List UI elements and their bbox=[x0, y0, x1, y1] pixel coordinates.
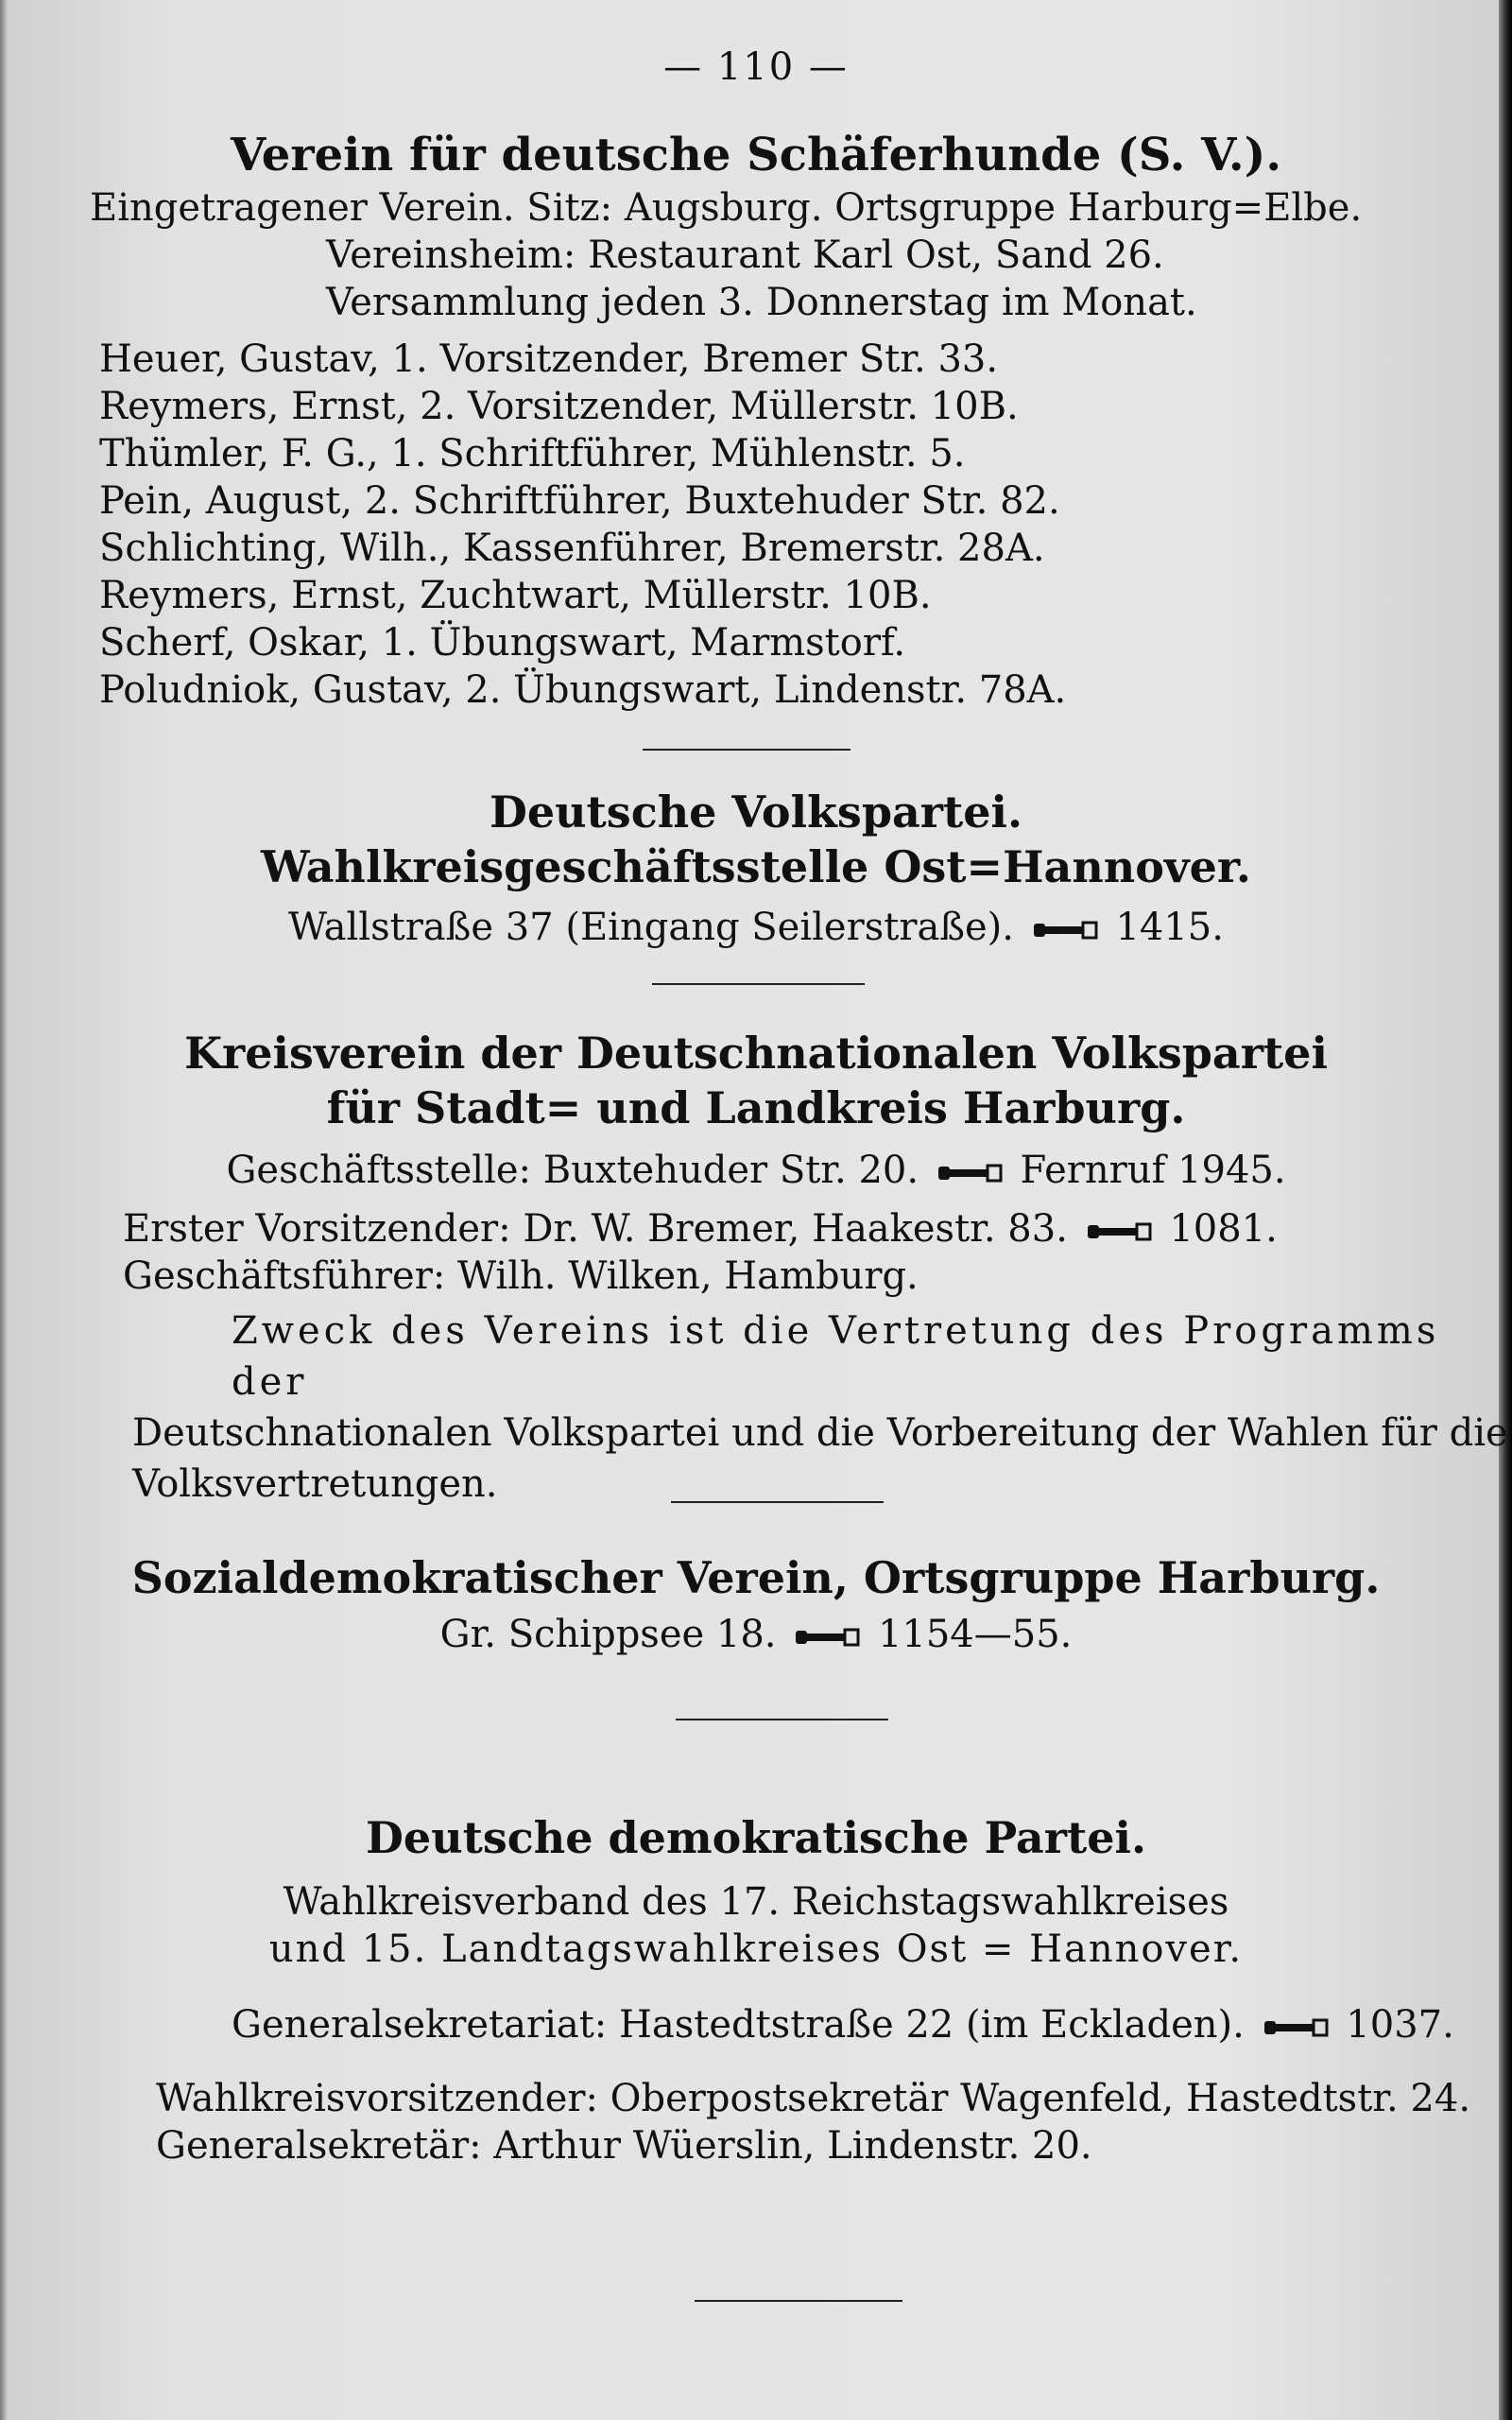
page-number: — 110 — bbox=[663, 45, 849, 89]
list-item: Heuer, Gustav, 1. Vorsitzender, Bremer Str. 33. bbox=[99, 337, 999, 381]
divider bbox=[695, 2300, 902, 2302]
list-item: Schlichting, Wilh., Kassenführer, Bremerstr. 28A. bbox=[99, 527, 1045, 570]
telephone-icon bbox=[1263, 2015, 1329, 2040]
office-line bbox=[0, 1147, 1512, 1194]
secretariat-phone: 1037. bbox=[1346, 2003, 1454, 2047]
section-dvp bbox=[0, 785, 1512, 951]
section-subtitle: für Stadt= und Landkreis Harburg. bbox=[326, 1082, 1186, 1133]
address: Wallstraße 37 (Eingang Seilerstraße). bbox=[288, 906, 1015, 949]
list-item: Reymers, Ernst, 2. Vorsitzender, Müllerstr. 10B. bbox=[99, 385, 1019, 428]
meeting-schedule: Versammlung jeden 3. Donnerstag im Monat. bbox=[326, 281, 1197, 324]
list-item: Scherf, Oskar, 1. Übungswart, Marmstorf. bbox=[99, 621, 906, 665]
general-secretary: Generalsekretär: Arthur Wüerslin, Lindenstr. 20. bbox=[156, 2124, 1092, 2168]
district-chair: Wahlkreisvorsitzender: Oberpostsekretär Wagenfeld, Hastedtstr. 24. bbox=[156, 2077, 1471, 2120]
purpose-paragraph bbox=[0, 1305, 1512, 1510]
section-spd bbox=[0, 1550, 1512, 1658]
divider bbox=[652, 983, 865, 985]
section-title: Deutsche demokratische Partei. bbox=[366, 1812, 1146, 1863]
section-title: Verein für deutsche Schäferhunde (S. V.). bbox=[230, 129, 1282, 182]
section-schaeferhunde bbox=[0, 128, 1512, 714]
office-phone: Fernruf 1945. bbox=[1020, 1149, 1286, 1192]
district-line: Wahlkreisverband des 17. Reichstagswahlkreises bbox=[283, 1880, 1229, 1924]
telephone-icon bbox=[794, 1625, 860, 1650]
telephone-icon bbox=[1086, 1219, 1152, 1244]
section-dnvp bbox=[0, 1026, 1512, 1510]
phone-number: 1415. bbox=[1115, 906, 1224, 949]
section-ddp bbox=[0, 1810, 1512, 2169]
divider bbox=[676, 1719, 888, 1720]
chair-line bbox=[0, 1205, 1512, 1253]
divider bbox=[643, 749, 850, 751]
purpose-line: Deutschnationalen Volkspartei und die Vorbereitung der Wahlen für die bbox=[132, 1411, 1508, 1455]
clubhouse: Vereinsheim: Restaurant Karl Ost, Sand 26. bbox=[326, 233, 1164, 277]
member-list bbox=[0, 336, 1512, 714]
subtitle: Eingetragener Verein. Sitz: Augsburg. Ortsgruppe Harburg=Elbe. bbox=[90, 186, 1363, 230]
purpose-line: Volksvertretungen. bbox=[132, 1462, 498, 1506]
list-item: Pein, August, 2. Schriftführer, Buxtehuder Str. 82. bbox=[99, 479, 1060, 523]
section-subtitle: Wahlkreisgeschäftsstelle Ost=Hannover. bbox=[261, 841, 1251, 892]
secretariat: Generalsekretariat: Hastedtstraße 22 (im Eckladen). bbox=[232, 2003, 1245, 2047]
section-title: Deutsche Volkspartei. bbox=[489, 786, 1023, 838]
section-title: Sozialdemokratischer Verein, Ortsgruppe Harburg. bbox=[131, 1552, 1381, 1603]
divider bbox=[671, 1501, 884, 1503]
list-item: Thümler, F. G., 1. Schriftführer, Mühlenstr. 5. bbox=[99, 432, 966, 475]
secretariat-line bbox=[0, 2001, 1512, 2048]
chair-phone: 1081. bbox=[1169, 1207, 1278, 1251]
address-line bbox=[0, 904, 1512, 951]
manager: Geschäftsführer: Wilh. Wilken, Hamburg. bbox=[123, 1254, 919, 1298]
address: Gr. Schippsee 18. bbox=[439, 1613, 777, 1656]
office-address: Geschäftsstelle: Buxtehuder Str. 20. bbox=[226, 1149, 919, 1192]
chair: Erster Vorsitzender: Dr. W. Bremer, Haakestr. 83. bbox=[123, 1207, 1068, 1251]
list-item: Poludniok, Gustav, 2. Übungswart, Lindenstr. 78A. bbox=[99, 668, 1067, 712]
telephone-icon bbox=[936, 1161, 1003, 1185]
phone-number: 1154—55. bbox=[877, 1613, 1073, 1656]
address-line bbox=[0, 1611, 1512, 1658]
purpose-line: Zweck des Vereins ist die Vertretung des Programms der bbox=[232, 1309, 1440, 1404]
list-item: Reymers, Ernst, Zuchtwart, Müllerstr. 10B. bbox=[99, 574, 932, 617]
section-title: Kreisverein der Deutschnationalen Volkspartei bbox=[184, 1028, 1328, 1079]
district-line: und 15. Landtagswahlkreises Ost = Hannover. bbox=[268, 1927, 1244, 1971]
telephone-icon bbox=[1032, 918, 1098, 942]
